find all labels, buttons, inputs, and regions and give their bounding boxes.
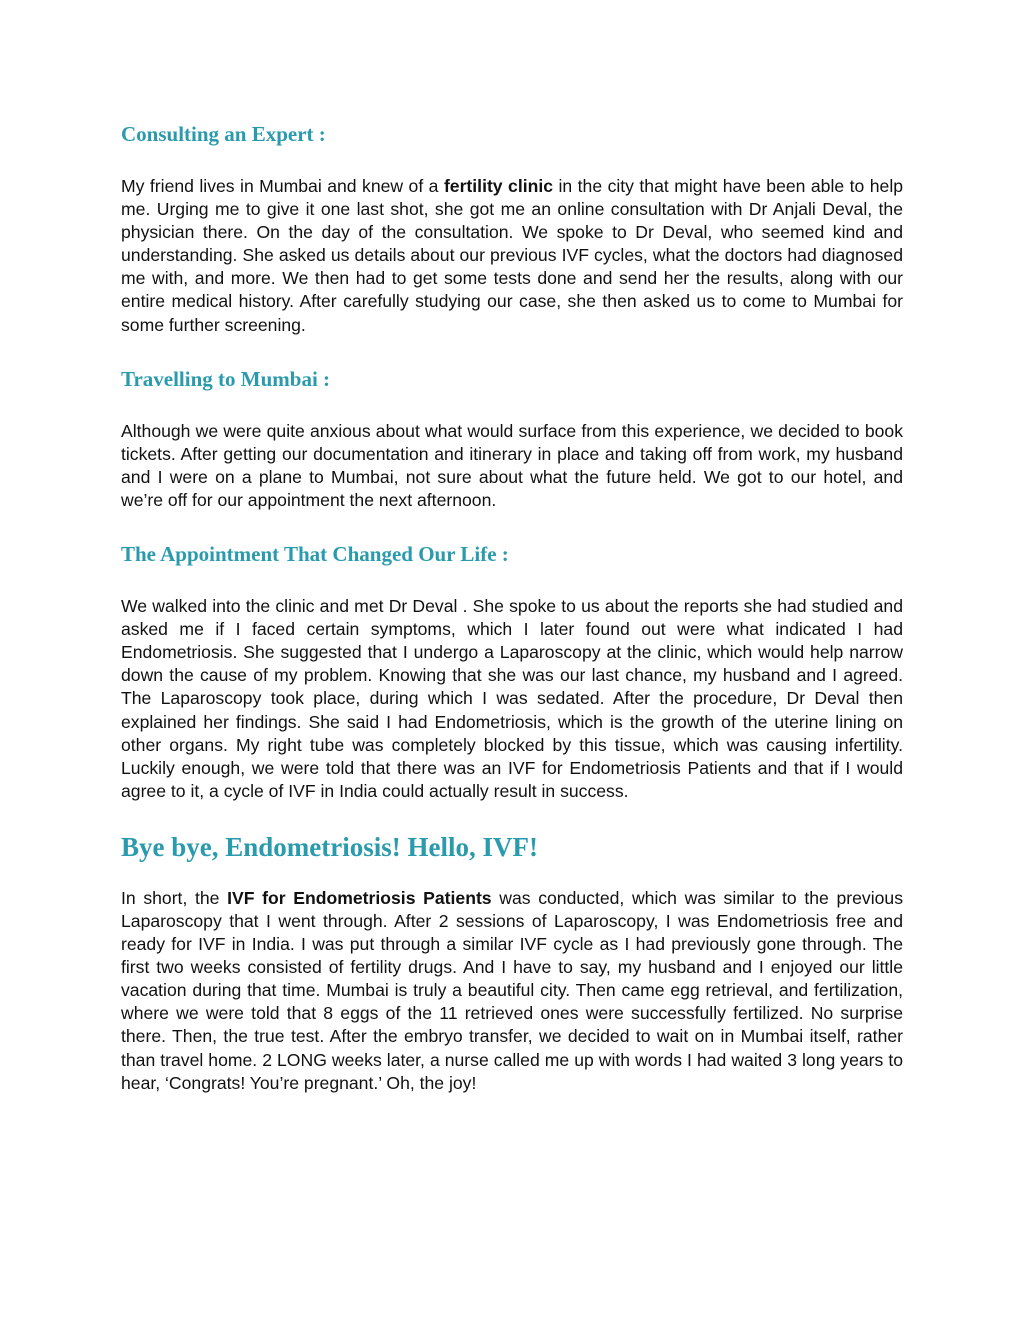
paragraph-appointment: We walked into the clinic and met Dr Deval . She spoke to us about the reports she had studied and asked me if I faced certain symptoms, which I later found out were what indicated I had Endometriosis. She suggested that I undergo a Laparoscopy at the clinic, which would help narrow down the cause of my problem. Knowing that she was our last chance, my husband and I agreed. The Laparoscopy took place, during which I was sedated. After the procedure, Dr Deval then explained her findings. She said I had Endometriosis, which is the growth of the uterine lining on other organs. My right tube was completely blocked by this tissue, which was causing infertility. Luckily enough, we were told that there was an IVF for Endometriosis Patients and that if I would agree to it, a cycle of IVF in India could actually result in success. (121, 596, 903, 801)
paragraph-ivf (121, 887, 903, 1095)
bold-link-fertility-clinic: fertility clinic (443, 176, 554, 196)
heading-travelling-to-mumbai: Travelling to Mumbai : (121, 366, 331, 391)
paragraph-travelling: Although we were quite anxious about what would surface from this experience, we decided to book tickets. After getting our documentation and itinerary in place and taking off from work, my husband and I were on a plane to Mumbai, not sure about what the future held. We got to our hotel, and we’re off for our appointment the next afternoon. (121, 420, 903, 510)
paragraph-text: My friend lives in Mumbai and knew of a (121, 176, 444, 196)
paragraph-consulting (121, 175, 903, 337)
bold-ivf-for-endometriosis: IVF for Endometriosis Patients (227, 887, 492, 908)
heading-appointment: The Appointment That Changed Our Life : (121, 542, 509, 567)
paragraph-text: was conducted, which was similar to the previous Laparoscopy that I went through. After 2 sessions of Laparoscopy, I was Endometriosis free and ready for IVF in India. I was put through a similar IVF cycle as I had previously gone through. The first two weeks consisted of fertility drugs. And I have to say, my husband and I enjoyed our little vacation during that time. Mumbai is truly a beautiful city. Then came egg retrieval, and fertilization, where we were told that 8 eggs of the 11 retrieved ones were successfully fertilized. No surprise there. Then, the true test. After the embryo transfer, we decided to wait on in Mumbai itself, rather than travel home. 2 LONG weeks later, a nurse called me up with words I had waited 3 long years to hear, ‘Congrats! You’re pregnant.’ Oh, the joy! (121, 887, 903, 1093)
paragraph-text: In short, the (121, 887, 228, 908)
heading-bye-bye-endometriosis: Bye bye, Endometriosis! Hello, IVF! (121, 831, 538, 862)
document-page (121, 118, 903, 1121)
heading-consulting-an-expert: Consulting an Expert : (121, 122, 326, 146)
paragraph-text: in the city that might have been able to help me. Urging me to give it one last shot, she got me an online consultation with Dr Anjali Deval, the physician there. On the day of the consultation. We spoke to Dr Deval, who seemed kind and understanding. She asked us details about our previous IVF cycles, what the doctors had diagnosed me with, and more. We then had to get some tests done and send her the results, along with our entire medical history. After carefully studying our case, she then asked us to come to Mumbai for some further screening. (121, 176, 904, 335)
